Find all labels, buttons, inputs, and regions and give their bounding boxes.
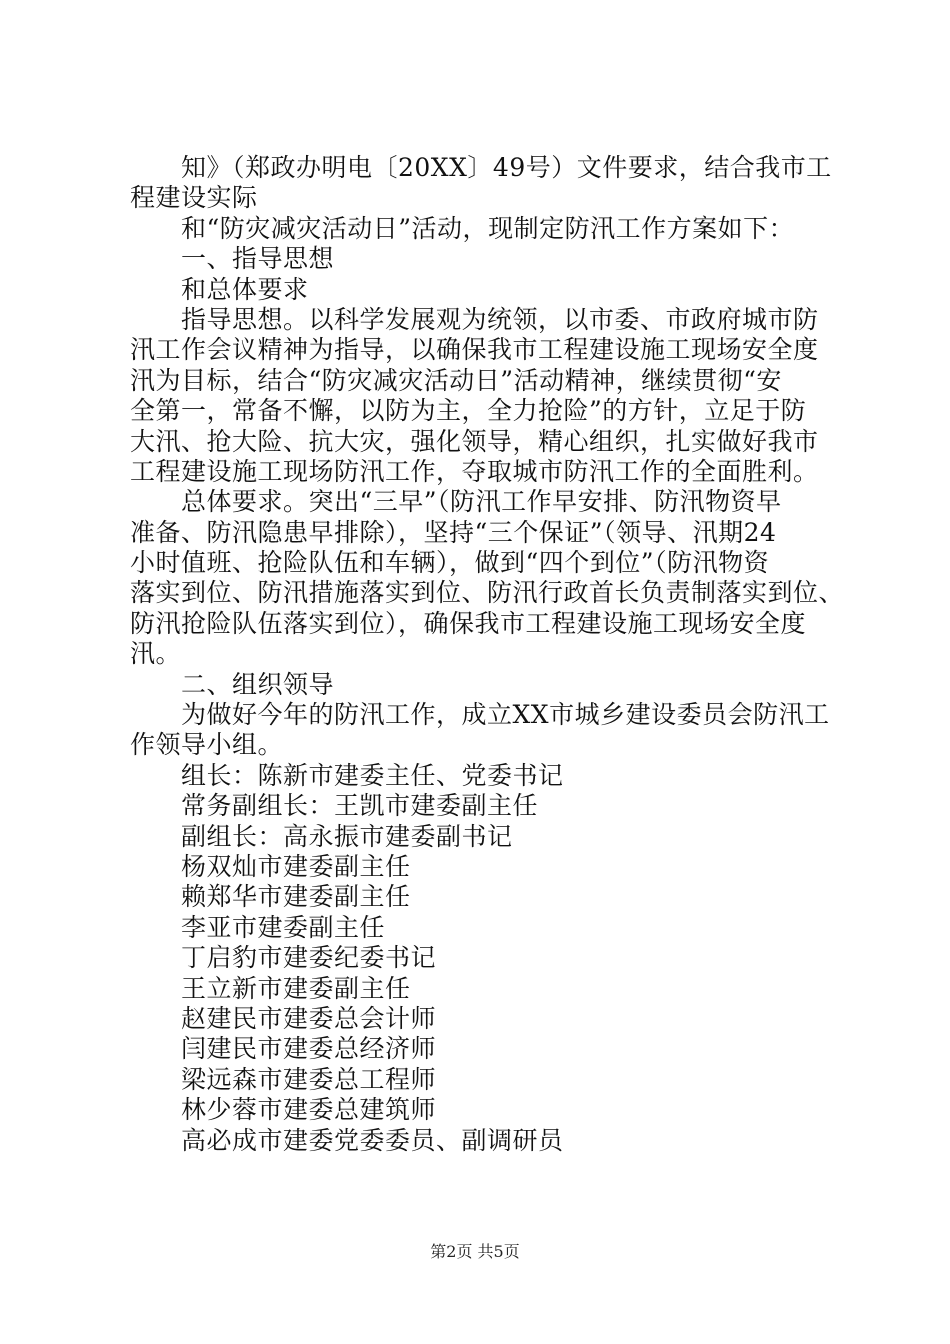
text-line: 赖郑华市建委副主任 [181,882,411,912]
page-footer: 第2页 共5页 [430,1242,520,1261]
text-line: 林少蓉市建委总建筑师 [181,1095,437,1125]
text-line: 落实到位、防汛措施落实到位、防汛行政首长负责制落实到位、 [130,578,845,608]
text-line: 副组长：高永振市建委副书记 [181,821,513,851]
text-line: 知》（郑政办明电〔20XX〕49号）文件要求，结合我市工 [181,153,832,182]
text-line: 赵建民市建委总会计师 [181,1003,437,1033]
text-line: 常务副组长：王凯市建委副主任 [181,791,539,821]
text-line: 工程建设施工现场防汛工作，夺取城市防汛工作的全面胜利。 [130,456,819,486]
text-line: 作领导小组。 [130,730,284,760]
text-line: 程建设实际 [130,183,258,213]
text-line: 梁远森市建委总工程师 [181,1064,437,1094]
text-line: 汛为目标，结合“防灾减灾活动日”活动精神，继续贯彻“安 [130,365,782,395]
text-line: 组长：陈新市建委主任、党委书记 [181,760,564,790]
text-line: 指导思想。以科学发展观为统领，以市委、市政府城市防 [181,304,819,334]
text-line: 总体要求。突出“三早”（防汛工作早安排、防汛物资早 [181,487,782,517]
text-line: 汛工作会议精神为指导，以确保我市工程建设施工现场安全度 [130,335,819,365]
text-line: 李亚市建委副主任 [181,912,386,942]
text-line: 高必成市建委党委委员、副调研员 [181,1125,564,1155]
text-line: 王立新市建委副主任 [181,973,411,1003]
text-line: 闫建民市建委总经济师 [181,1034,437,1064]
text-line: 小时值班、抢险队伍和车辆），做到“四个到位”（防汛物资 [130,548,770,578]
text-line: 丁启豹市建委纪委书记 [181,943,437,973]
text-line: 防汛抢险队伍落实到位），确保我市工程建设施工现场安全度 [130,608,807,638]
text-line: 和“防灾减灾活动日”活动，现制定防汛工作方案如下： [181,213,795,243]
text-line: 杨双灿市建委副主任 [181,851,411,881]
text-line: 二、组织领导 [181,669,335,699]
text-line: 准备、防汛隐患早排除），坚持“三个保证”（领导、汛期24 [130,517,777,547]
document-body [130,153,845,1156]
text-line: 全第一，常备不懈，以防为主，全力抢险”的方针，立足于防 [130,396,807,426]
text-line: 和总体要求 [181,274,309,304]
text-line: 一、指导思想 [181,244,335,274]
text-line: 大汛、抢大险、抗大灾，强化领导，精心组织，扎实做好我市 [130,426,819,456]
text-line: 为做好今年的防汛工作，成立XX市城乡建设委员会防汛工 [181,700,830,730]
text-line: 汛。 [130,639,182,669]
